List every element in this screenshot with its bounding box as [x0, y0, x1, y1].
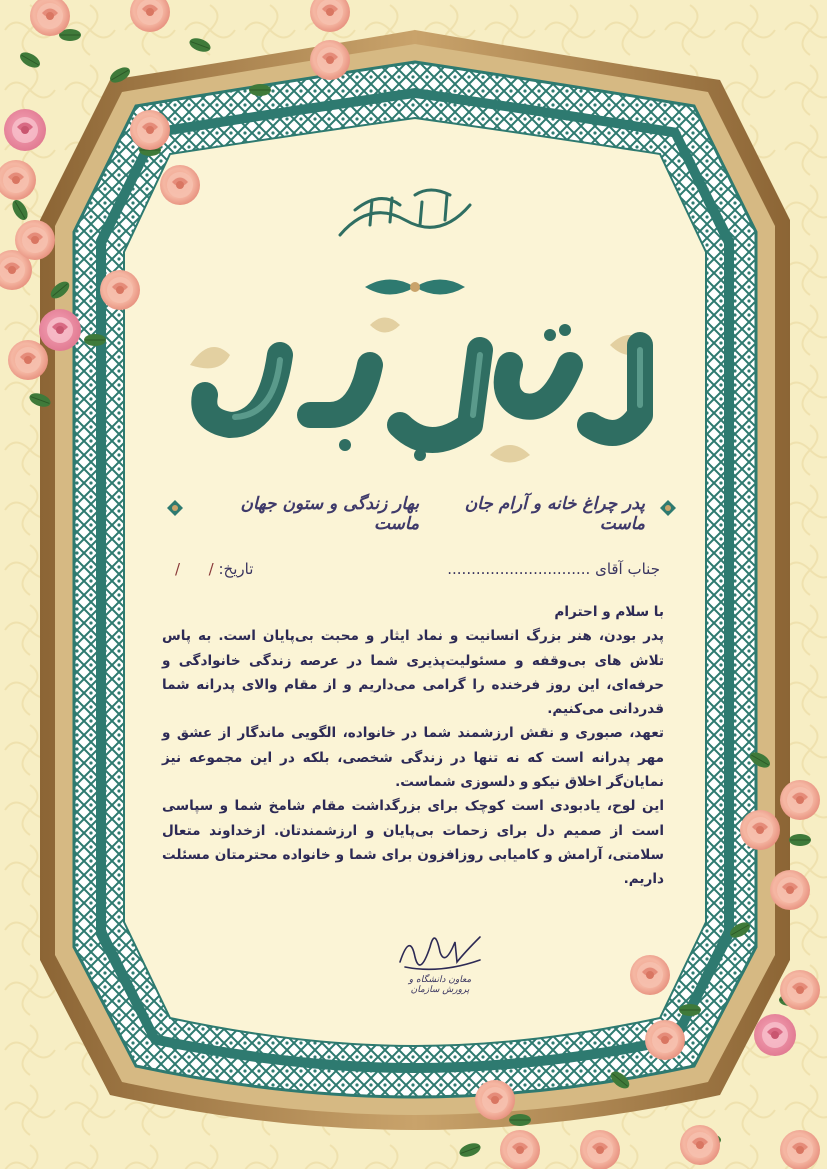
certificate-body	[162, 600, 664, 892]
recipient-name-field: ..............................	[447, 560, 591, 578]
diamond-ornament-left	[167, 500, 183, 516]
slogan-line	[195, 494, 645, 534]
body-paragraph-3: این لوح، یادبودی است کوچک برای بزرگداشت مقام شامخ شما و سپاسی است از صمیم دل برای زحمات بی‌پایان و ارزشمندتان. ازخداوند متعال سلامتی، آرامش و کامیابی روزافزون برای شما و خانواده محترمتان مسئلت داریم.	[162, 798, 664, 888]
diamond-ornament-right	[660, 500, 676, 516]
slogan-right: پدر چراغ خانه و آرام جان ماست	[464, 494, 645, 534]
greeting: با سلام و احترام	[554, 604, 664, 620]
signature-caption: معاون دانشگاه و پرورش سازمان	[408, 975, 472, 995]
basmala-calligraphy	[330, 180, 480, 250]
body-paragraph-2: تعهد، صبوری و نقش ارزشمند شما در خانواده، الگویی ماندگار از عشق و مهر پدرانه است که نه تنها در زندگی شخصی، بلکه در این مجموعه نیز نمایان‌گر اخلاق نیکو و دلسوزی شماست.	[162, 725, 664, 791]
arabesque-motif	[360, 272, 470, 302]
title-calligraphy	[170, 305, 670, 475]
body-paragraph-1: پدر بودن، هنر بزرگ انسانیت و نماد ایثار و محبت بی‌پایان است. به پاس تلاش های بی‌وقفه و مسئولیت‌پذیری شما در عرصه زندگی خانوادگی و حرفه‌ای، این روز فرخنده را گرامی می‌داریم و از مقام والای پدرانه شما قدردانی می‌کنیم.	[162, 628, 664, 718]
date-field: / /	[175, 560, 214, 578]
date-label: تاریخ:	[218, 560, 254, 578]
title-text: روز پدر مبارک	[420, 470, 426, 471]
recipient-line	[175, 560, 660, 578]
slogan-left: بهار زندگی و ستون جهان ماست	[240, 494, 420, 534]
recipient-label: جناب آقای	[595, 560, 660, 578]
